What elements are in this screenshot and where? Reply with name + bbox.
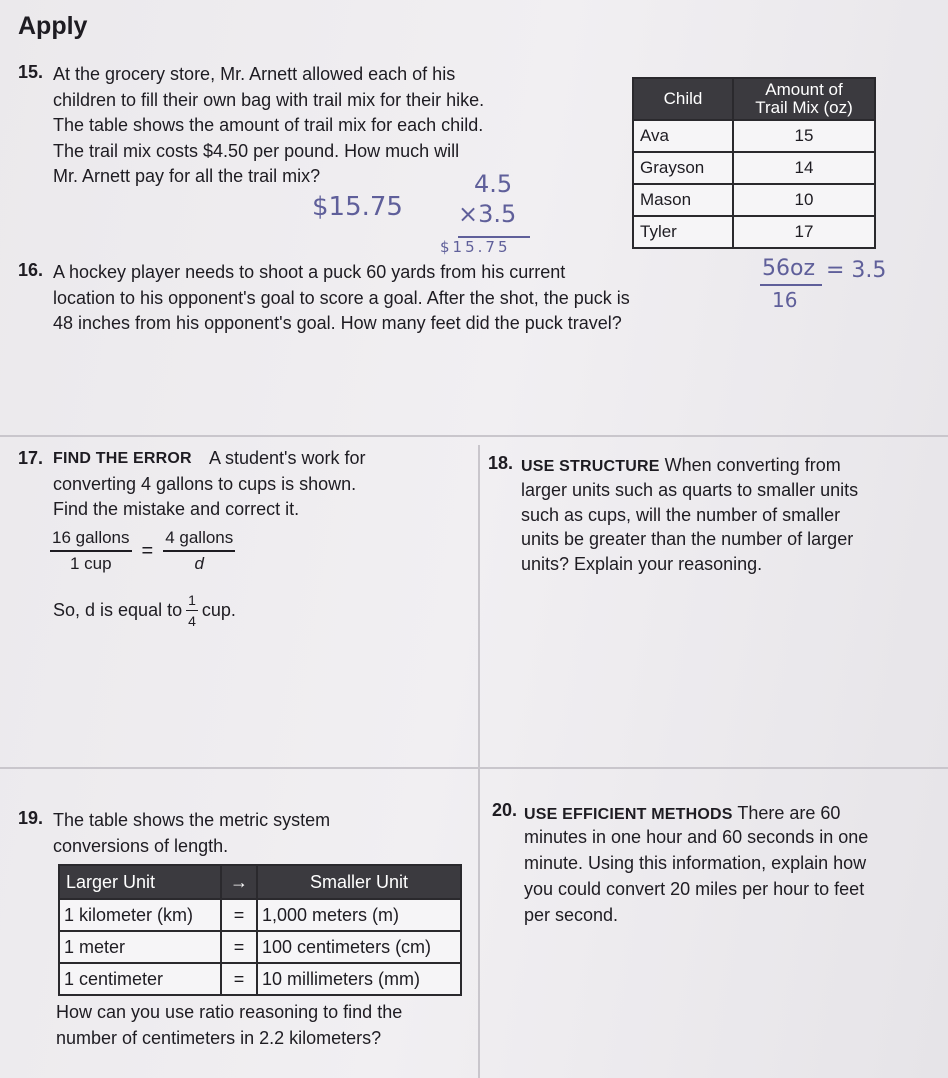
metric-header-larger: Larger Unit xyxy=(59,865,221,899)
smaller-unit: 1,000 meters (m) xyxy=(257,899,461,931)
child-name: Mason xyxy=(633,184,733,216)
q17-text: A student's work for converting 4 gallons to cups is shown. Find the mistake and correct it. xyxy=(53,448,366,519)
larger-unit: 1 kilometer (km) xyxy=(59,899,221,931)
cup-unit: cup. xyxy=(201,600,236,620)
q16-text: A hockey player needs to shoot a puck 60 yards from his current location to his opponent's goal to score a goal. After the shot, the puck is 48 inches from his opponent's goal. How many feet did the puck travel? xyxy=(53,262,630,333)
table-row xyxy=(633,216,875,248)
table-row xyxy=(59,931,461,963)
frac-numerator: 4 gallons xyxy=(163,528,235,552)
frac-numerator: 1 xyxy=(186,592,198,611)
q19-question: How can you use ratio reasoning to find the number of centimeters in 2.2 kilometers? xyxy=(56,1002,403,1048)
frac-16-gallons xyxy=(50,528,132,574)
frac-4-gallons xyxy=(163,528,235,574)
q18-number: 18. xyxy=(488,453,514,473)
column-divider xyxy=(478,445,480,1078)
q19-text: The table shows the metric system conversions of length. xyxy=(53,810,331,856)
q18-text-first: When converting from xyxy=(664,455,841,475)
trail-mix-amount: 17 xyxy=(733,216,875,248)
table-row xyxy=(59,963,461,995)
smaller-unit: 10 millimeters (mm) xyxy=(257,963,461,995)
handwritten-frac-bottom: 16 xyxy=(772,288,798,312)
q17-label: FIND THE ERROR xyxy=(53,450,192,467)
child-name: Tyler xyxy=(633,216,733,248)
q17-equation xyxy=(50,528,235,574)
one-quarter-fraction xyxy=(186,592,198,629)
trail-mix-amount: 10 xyxy=(733,184,875,216)
trail-mix-header-amount: Amount of Trail Mix (oz) xyxy=(733,78,875,120)
larger-unit: 1 centimeter xyxy=(59,963,221,995)
table-row xyxy=(59,899,461,931)
equals-sign: = xyxy=(221,931,257,963)
frac-denominator: d xyxy=(194,554,204,573)
table-row xyxy=(633,184,875,216)
handwritten-mult-top: 4.5 xyxy=(474,170,513,198)
section-divider xyxy=(0,435,948,437)
trail-mix-amount: 15 xyxy=(733,120,875,152)
larger-unit: 1 meter xyxy=(59,931,221,963)
q15-number: 15. xyxy=(18,62,44,82)
frac-denominator: 1 cup xyxy=(69,554,112,573)
frac-denominator: 4 xyxy=(188,613,196,629)
handwritten-mult-bottom: ×3.5 xyxy=(458,200,517,228)
trail-mix-table xyxy=(632,77,876,249)
table-row xyxy=(633,120,875,152)
q18-first-line xyxy=(521,453,841,479)
q20-text: minutes in one hour and 60 seconds in one minute. Using this information, explain how you could convert 20 miles per hour to feet per second. xyxy=(524,827,869,925)
smaller-unit: 100 centimeters (cm) xyxy=(257,931,461,963)
page-title: Apply xyxy=(18,12,88,40)
equals-sign: = xyxy=(221,963,257,995)
handwritten-frac-result: = 3.5 xyxy=(826,258,887,283)
q17-number: 17. xyxy=(18,448,44,468)
q18-label: USE STRUCTURE xyxy=(521,458,660,475)
handwritten-frac-line xyxy=(760,284,822,286)
q20-text-first: There are 60 xyxy=(737,803,841,823)
equals-sign: = xyxy=(221,899,257,931)
handwritten-mult-result: $15.75 xyxy=(440,238,511,256)
metric-header-smaller: Smaller Unit xyxy=(257,865,461,899)
equals-sign: = xyxy=(141,539,154,562)
q20-number: 20. xyxy=(492,800,518,820)
arrow-right-icon: → xyxy=(221,865,257,899)
q17-conclusion xyxy=(53,592,236,629)
child-name: Grayson xyxy=(633,152,733,184)
child-name: Ava xyxy=(633,120,733,152)
metric-conversion-table xyxy=(58,864,462,996)
q15-text: At the grocery store, Mr. Arnett allowed each of his children to fill their own bag with trail mix for their hike. The table shows the amount of trail mix for each child. The trail mix costs $4.50 per pound. How much will Mr. Arnett pay for all the trail mix? xyxy=(53,64,485,186)
table-row xyxy=(633,152,875,184)
q18-text: larger units such as quarts to smaller units such as cups, will the number of smaller units be greater than the number of larger units? Explain your reasoning. xyxy=(521,480,859,574)
frac-numerator: 16 gallons xyxy=(50,528,132,552)
trail-mix-amount: 14 xyxy=(733,152,875,184)
section-divider xyxy=(0,767,948,769)
trail-mix-header-child: Child xyxy=(633,78,733,120)
handwritten-answer: $15.75 xyxy=(312,192,403,222)
q20-label: USE EFFICIENT METHODS xyxy=(524,806,733,823)
q19-number: 19. xyxy=(18,808,44,828)
q16-number: 16. xyxy=(18,260,44,280)
handwritten-frac-top: 56oz xyxy=(762,256,816,281)
so-text: So, d is equal to xyxy=(53,600,183,620)
